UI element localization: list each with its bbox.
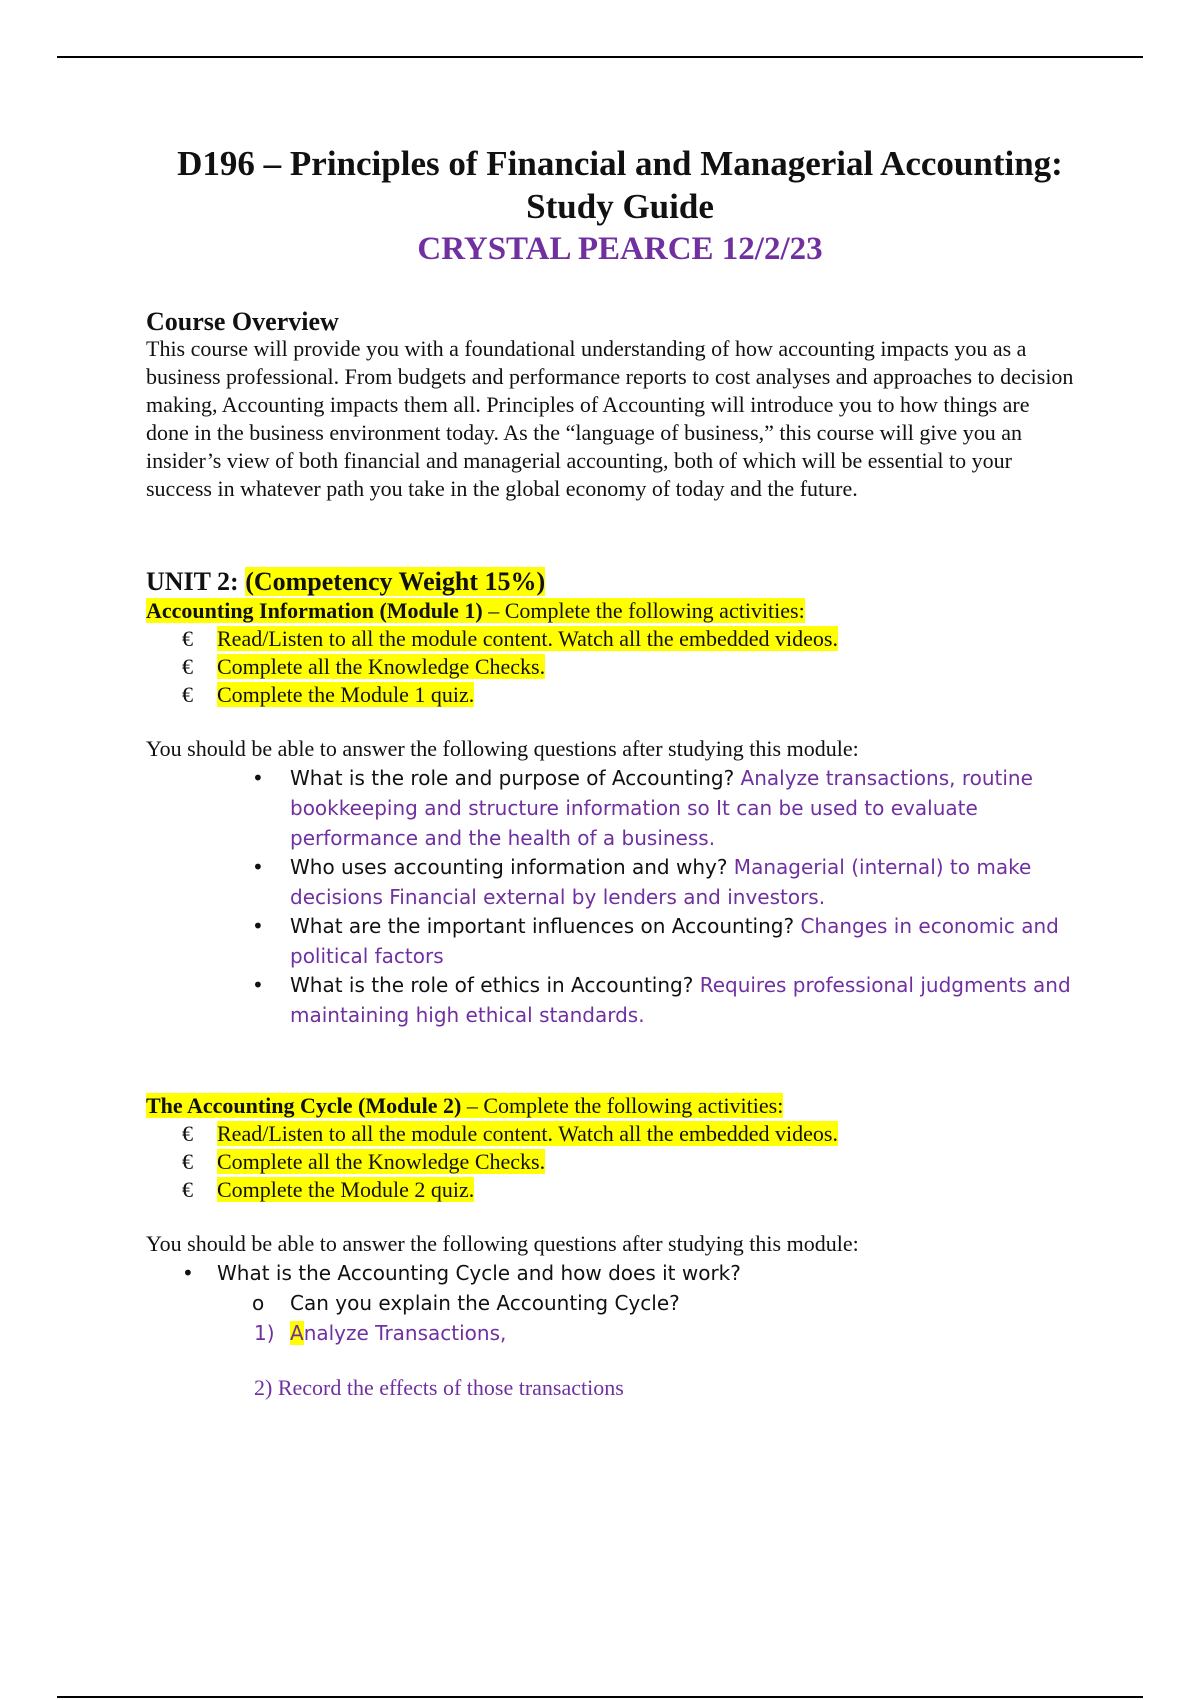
bullet-icon: •	[252, 855, 264, 879]
list-item: € Complete the Module 1 quiz.	[182, 682, 475, 707]
bullet-icon: •	[252, 914, 264, 938]
module1-questions-intro: You should be able to answer the following questions after studying this module:	[146, 736, 859, 761]
title-block	[100, 142, 1140, 270]
module1-heading	[146, 597, 1076, 625]
overview-body: This course will provide you with a foundational understanding of how accounting impacts you as a business professional. From budgets and performance reports to cost analyses and approaches to decision making, Accounting impacts them all. Principles of Accounting will introduce you to how things are done in the business environment today. As the “language of business,” this course will give you an insider’s view of both financial and managerial accounting, both of which will be essential to your success in whatever path you take in the global economy of today and the future.	[146, 336, 1074, 501]
module2-heading	[146, 1092, 1076, 1120]
cycle-step-1: 1) Analyze Transactions,	[146, 1318, 1076, 1348]
cycle-step-2: 2) Record the effects of those transactions	[254, 1375, 624, 1400]
euro-bullet-icon: €	[182, 682, 193, 707]
euro-bullet-icon: €	[182, 1149, 193, 1174]
euro-bullet-icon: €	[182, 626, 193, 651]
unit-heading: UNIT 2: (Competency Weight 15%)	[146, 567, 546, 596]
top-rule	[57, 56, 1143, 58]
sub-question: o Can you explain the Accounting Cycle?	[146, 1288, 1076, 1318]
step-number: 1)	[254, 1321, 275, 1345]
module1-questions	[146, 763, 1076, 1030]
author-date: CRYSTAL PEARCE 12/2/23	[417, 231, 823, 267]
course-overview	[146, 307, 1076, 503]
module2-questions	[146, 1258, 1076, 1288]
euro-bullet-icon: €	[182, 1121, 193, 1146]
list-item: € Complete all the Knowledge Checks.	[182, 1149, 546, 1174]
list-item: • What is the role and purpose of Accounting? Analyze transactions, routine bookkeeping and structure information so It can be used to evaluate performance and the health of a business.	[146, 763, 1076, 853]
module1-instruction: – Complete the following activities:	[482, 598, 805, 623]
competency-weight: (Competency Weight 15%)	[245, 567, 546, 596]
euro-bullet-icon: €	[182, 654, 193, 679]
circle-bullet-icon: o	[252, 1291, 265, 1315]
list-item: • Who uses accounting information and why? Managerial (internal) to make decisions Financial external by lenders and investors.	[146, 852, 1076, 912]
overview-heading: Course Overview	[146, 307, 339, 336]
list-item: • What is the Accounting Cycle and how does it work?	[146, 1258, 1076, 1288]
list-item: € Complete all the Knowledge Checks.	[182, 654, 546, 679]
module2-questions-intro: You should be able to answer the following questions after studying this module:	[146, 1231, 859, 1256]
list-item: € Complete the Module 2 quiz.	[182, 1177, 475, 1202]
module2-activities	[146, 1120, 1076, 1204]
module2-name: The Accounting Cycle (Module 2)	[146, 1093, 462, 1118]
bullet-icon: •	[252, 973, 264, 997]
module1-activities	[146, 625, 1076, 709]
list-item: • What is the role of ethics in Accounting? Requires professional judgments and maintaining high ethical standards.	[146, 970, 1076, 1030]
bullet-icon: •	[182, 1261, 194, 1285]
list-item: € Read/Listen to all the module content. Watch all the embedded videos.	[182, 1121, 838, 1146]
bullet-icon: •	[252, 766, 264, 790]
list-item: € Read/Listen to all the module content. Watch all the embedded videos.	[182, 626, 838, 651]
module2-instruction: – Complete the following activities:	[461, 1093, 784, 1118]
euro-bullet-icon: €	[182, 1177, 193, 1202]
module2-section	[146, 1092, 1076, 1402]
list-item: • What are the important influences on Accounting? Changes in economic and political factors	[146, 911, 1076, 971]
document-title: D196 – Principles of Financial and Managerial Accounting: Study Guide	[177, 144, 1063, 226]
module1-name: Accounting Information (Module 1)	[146, 598, 483, 623]
unit-section	[146, 567, 1076, 1029]
bottom-rule	[57, 1696, 1143, 1698]
